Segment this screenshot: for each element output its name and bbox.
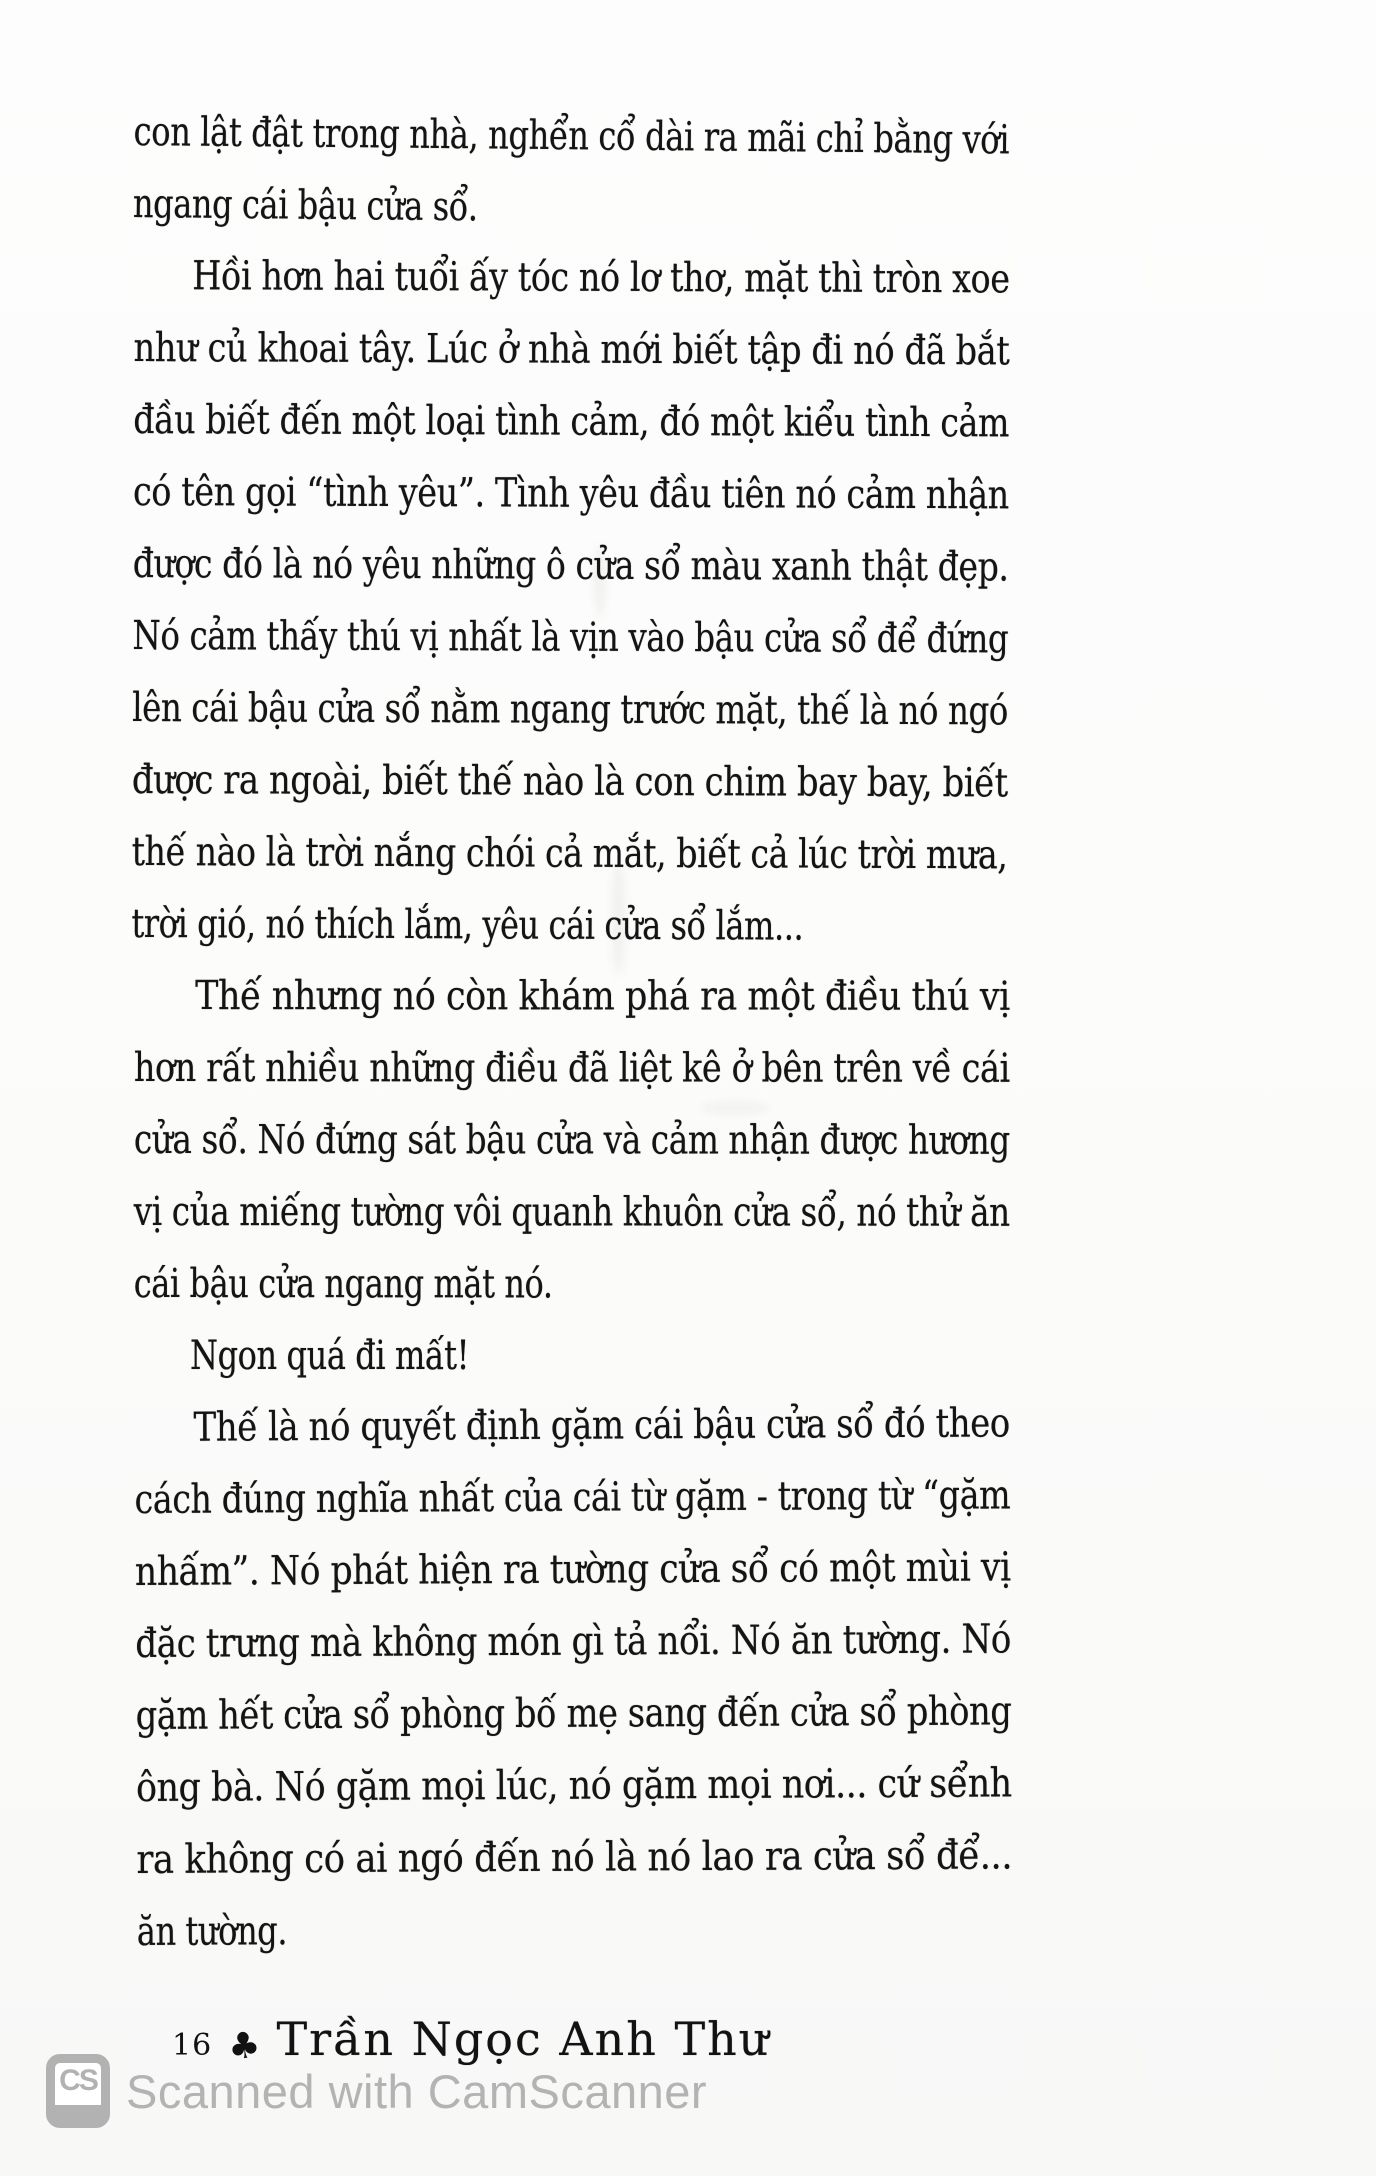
camscanner-logo-bar [53, 2105, 103, 2121]
text-line: con lật đật trong nhà, nghển cổ dài ra mãi chỉ bằng với [133, 108, 1010, 164]
text-line: nhấm”. Nó phát hiện ra tường cửa sổ có một mùi vị [134, 1544, 1011, 1595]
text-line: gặm hết cửa sổ phòng bố mẹ sang đến cửa sổ phòng [135, 1688, 1012, 1739]
text-line: cửa sổ. Nó đứng sát bậu cửa và cảm nhận được hương [133, 1117, 1010, 1164]
text-line: đầu biết đến một loại tình cảm, đó một kiểu tình cảm [133, 396, 1010, 447]
watermark-label: Scanned with CamScanner [126, 2064, 708, 2118]
text-line: như củ khoai tây. Lúc ở nhà mới biết tập đi nó đã bắt [133, 324, 1010, 375]
text-line: có tên gọi “tình yêu”. Tình yêu đầu tiên nó cảm nhận [132, 468, 1009, 519]
scan-smudge [594, 545, 606, 617]
camscanner-logo-text: CS [59, 2064, 97, 2097]
camscanner-logo-icon [46, 2054, 110, 2128]
text-line: cách đúng nghĩa nhất của cái từ gặm - trong từ “gặm [134, 1472, 1011, 1523]
scan-smudge [612, 860, 625, 975]
text-line: ăn tường. [136, 1908, 288, 1955]
text-line: được ra ngoài, biết thế nào là con chim bay bay, biết [131, 756, 1008, 807]
text-line: Ngon quá đi mất! [190, 1333, 470, 1379]
text-line: vị của miếng tường vôi quanh khuôn cửa sổ, nó thử ăn [133, 1188, 1010, 1236]
paragraph [133, 96, 1010, 248]
scan-smudge [700, 1100, 770, 1116]
text-line: Hồi hơn hai tuổi ấy tóc nó lơ thơ, mặt thì tròn xoe [192, 253, 1010, 303]
body-text [131, 96, 1013, 1968]
text-line: thế nào là trời nắng chói cả mắt, biết cả lúc trời mưa, [131, 828, 1008, 879]
text-line: lên cái bậu cửa sổ nằm ngang trước mặt, thế là nó ngó [132, 684, 1009, 735]
paragraph [134, 960, 1010, 1321]
leaf-ornament-icon: ♣ [225, 2023, 264, 2070]
paragraph [131, 240, 1010, 963]
text-line: ngang cái bậu cửa sổ. [132, 180, 478, 231]
text-line: Nó cảm thấy thú vị nhất là vịn vào bậu cửa sổ để đứng [132, 612, 1009, 663]
text-line: cái bậu cửa ngang mặt nó. [133, 1260, 553, 1308]
text-line: Thế nhưng nó còn khám phá ra một điều thú vị [195, 973, 1010, 1020]
camscanner-watermark [46, 2054, 707, 2128]
text-line: hơn rất nhiều những điều đã liệt kê ở bên trên về cái [133, 1045, 1010, 1092]
text-line: được đó là nó yêu những ô cửa sổ màu xanh thật đẹp. [132, 540, 1009, 591]
text-line: Thế là nó quyết định gặm cái bậu cửa sổ đó theo [193, 1400, 1010, 1451]
text-line: ông bà. Nó gặm mọi lúc, nó gặm mọi nơi... cứ sểnh [135, 1760, 1012, 1811]
text-line: trời gió, nó thích lắm, yêu cái cửa sổ lắm... [131, 900, 804, 950]
page-number: 16 [172, 2028, 213, 2063]
text-line: đặc trưng mà không món gì tả nổi. Nó ăn tường. Nó [135, 1616, 1012, 1667]
paragraph [134, 1387, 1013, 1968]
author-name: Trần Ngọc Anh Thư [276, 2012, 771, 2066]
paragraph [134, 1320, 1010, 1392]
text-line: ra không có ai ngó đến nó là nó lao ra cửa sổ để... [136, 1832, 1013, 1883]
